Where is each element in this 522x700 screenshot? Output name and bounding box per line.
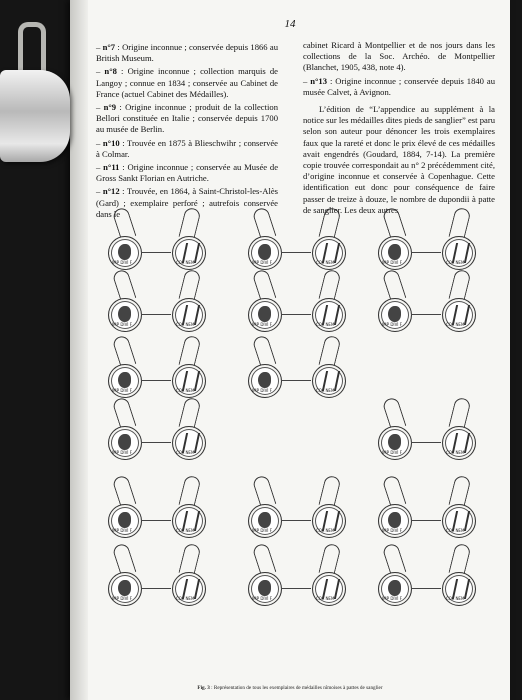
connector-line (281, 520, 311, 521)
portrait-heads (118, 512, 131, 528)
coin-legend: IMP DIVI F (112, 260, 133, 265)
coin-legend: COL NEM (316, 388, 335, 393)
coin-legend: IMP DIVI F (112, 528, 133, 533)
entry-text: : Origine inconnue ; collection marquis de Langoy ; connue en 1834 ; conservée au Cabinet de France (actuel Cabinet des Médailles). (96, 66, 278, 99)
coin-legend: COL NEM (316, 322, 335, 327)
coin-legend: COL NEM (446, 450, 465, 455)
coin-reverse (312, 298, 346, 332)
entry-number: n°13 (310, 75, 328, 86)
coin-legend: IMP DIVI F (252, 322, 273, 327)
connector-line (141, 252, 171, 253)
page-number: 14 (284, 18, 296, 30)
connector-line (141, 520, 171, 521)
coin-reverse (312, 364, 346, 398)
portrait-heads (258, 372, 271, 388)
coin-legend: IMP DIVI F (382, 450, 403, 455)
entry-n9: – n°9 : Origine inconnue ; produit de la collection Bellori constituée en Italie ; conservée depuis 1700 au musée de Berlin. (96, 102, 278, 135)
coin-legend: IMP DIVI F (382, 322, 403, 327)
coin-legend: COL NEM (176, 388, 195, 393)
connector-line (141, 380, 171, 381)
coin-obverse (378, 298, 412, 332)
document-page (70, 0, 510, 700)
coin-legend: IMP DIVI F (112, 322, 133, 327)
connector-line (281, 588, 311, 589)
portrait-heads (258, 306, 271, 322)
portrait-heads (388, 580, 401, 596)
connector-line (411, 520, 441, 521)
coin-reverse (172, 236, 206, 270)
coin-legend: COL NEM (446, 528, 465, 533)
entry-text: : Origine inconnue ; produit de la collection Bellori constituée en Italie ; conservée depuis 1700 au musée de Berlin. (96, 102, 278, 135)
coin-pair (240, 350, 352, 412)
connector-line (411, 588, 441, 589)
coin-obverse (248, 504, 282, 538)
coin-legend: IMP DIVI F (112, 388, 133, 393)
connector-line (411, 314, 441, 315)
coin-obverse (378, 236, 412, 270)
coin-reverse (172, 572, 206, 606)
coin-legend: IMP DIVI F (382, 528, 403, 533)
entry-text: : Origine inconnue ; conservée depuis 1840 au musée Calvet, à Avignon. (303, 75, 495, 97)
coin-reverse (172, 426, 206, 460)
connector-line (411, 442, 441, 443)
coin-pair (100, 490, 212, 552)
coin-reverse (312, 504, 346, 538)
figure-caption (70, 685, 510, 691)
entry-number: n°12 (102, 186, 120, 197)
body-paragraph: L’édition de “L’appendice au supplément à la notice sur les médailles dites pieds de sanglier” est paru selon son auteur pour dénoncer les trois exemplaires faux que la rareté et donc le prix élevé de ces médailles avait engendrés (Goudard, 1884, 7-14). La première copie trouvée correspondait au n° 2 précédemment cité, d’origine inconnue et conservée à Copenhague. Cette identification eut donc pour conséquence de faire passer de treize à douze, le nombre de dupondii à patte de sanglier. Les deux autres (303, 104, 495, 215)
coin-obverse (248, 298, 282, 332)
coin-pair (100, 412, 212, 474)
figure-caption-text: : Représentation de tous les exemplaires de médailles nîmoises à pattes de sanglier (209, 685, 383, 691)
connector-line (141, 314, 171, 315)
right-column (303, 40, 495, 216)
coin-legend: COL NEM (316, 596, 335, 601)
entry-text: : Trouvée, en 1864, à Saint-Christol-les-Alès (Gard) ; exemplaire perforé ; autrefois conservée dans le (96, 186, 278, 219)
coin-legend: IMP DIVI F (252, 260, 273, 265)
coin-pair (370, 412, 482, 474)
coin-obverse (108, 426, 142, 460)
portrait-heads (258, 244, 271, 260)
metal-clip (0, 22, 88, 172)
coin-obverse (108, 364, 142, 398)
coin-legend: COL NEM (176, 322, 195, 327)
connector-line (411, 252, 441, 253)
coin-obverse (248, 236, 282, 270)
coin-legend: IMP DIVI F (252, 528, 273, 533)
connector-line (141, 588, 171, 589)
portrait-heads (118, 580, 131, 596)
coin-legend: IMP DIVI F (252, 388, 273, 393)
coin-obverse (108, 236, 142, 270)
connector-line (281, 252, 311, 253)
figure-label: Fig. 3 (197, 685, 210, 691)
portrait-heads (388, 306, 401, 322)
coin-pair (370, 558, 482, 620)
entry-text: : Origine inconnue ; conservée au Musée de Gross Sankt Florian en Autriche. (96, 162, 279, 184)
coin-reverse (312, 236, 346, 270)
portrait-heads (388, 512, 401, 528)
coin-obverse (108, 298, 142, 332)
coin-reverse (312, 572, 346, 606)
entry-n10: – n°10 : Trouvée en 1875 à Blieschwihr ; conservée à Colmar. (96, 137, 278, 159)
coin-reverse (172, 364, 206, 398)
entry-number: n°8 (104, 66, 117, 77)
left-column (96, 42, 278, 222)
coin-legend: COL NEM (446, 260, 465, 265)
portrait-heads (388, 244, 401, 260)
coin-pair (370, 284, 482, 346)
coin-legend: IMP DIVI F (112, 450, 133, 455)
coin-legend: IMP DIVI F (252, 596, 273, 601)
coin-pair (100, 558, 212, 620)
portrait-heads (258, 512, 271, 528)
connector-line (281, 380, 311, 381)
entry-n8: – n°8 : Origine inconnue ; collection marquis de Langoy ; connue en 1834 ; conservée au Cabinet de France (actuel Cabinet des Médailles). (96, 66, 278, 99)
coin-reverse (172, 504, 206, 538)
coin-legend: COL NEM (316, 260, 335, 265)
coin-obverse (248, 572, 282, 606)
coin-obverse (378, 504, 412, 538)
coin-reverse (442, 572, 476, 606)
coin-legend: COL NEM (446, 322, 465, 327)
entry-n12-continuation: cabinet Ricard à Montpellier et de nos jours dans les collections de la Soc. Archéo. de Montpellier (Blanchet, 1905, 438, note 4). (303, 40, 495, 73)
coin-reverse (442, 298, 476, 332)
coin-legend: IMP DIVI F (382, 596, 403, 601)
connector-line (281, 314, 311, 315)
coin-obverse (378, 426, 412, 460)
coin-legend: COL NEM (176, 450, 195, 455)
coin-legend: COL NEM (176, 528, 195, 533)
entry-n11: – n°11 : Origine inconnue ; conservée au Musée de Gross Sankt Florian en Autriche. (96, 162, 279, 184)
coin-obverse (108, 504, 142, 538)
portrait-heads (118, 244, 131, 260)
coin-obverse (248, 364, 282, 398)
coin-legend: COL NEM (446, 596, 465, 601)
coin-pair (370, 490, 482, 552)
portrait-heads (118, 306, 131, 322)
coin-obverse (108, 572, 142, 606)
portrait-heads (118, 372, 131, 388)
portrait-heads (118, 434, 131, 450)
entry-text: : Trouvée en 1875 à Blieschwihr ; conservée à Colmar. (96, 137, 278, 159)
coin-plates-figure (100, 222, 495, 677)
entry-number: n°10 (102, 137, 120, 148)
entry-n7: – n°7 : Origine inconnue ; conservée depuis 1866 au British Museum. (96, 42, 278, 64)
coin-reverse (442, 236, 476, 270)
connector-line (141, 442, 171, 443)
entry-n12: – n°12 : Trouvée, en 1864, à Saint-Christol-les-Alès (Gard) ; exemplaire perforé ; autrefois conservée dans le (96, 186, 278, 219)
portrait-heads (258, 580, 271, 596)
entry-number: n°9 (103, 102, 117, 113)
entry-n13: – n°13 : Origine inconnue ; conservée depuis 1840 au musée Calvet, à Avignon. (303, 75, 495, 97)
entry-text: : Origine inconnue ; conservée depuis 1866 au British Museum. (96, 42, 278, 64)
coin-legend: IMP DIVI F (112, 596, 133, 601)
coin-reverse (172, 298, 206, 332)
coin-legend: COL NEM (176, 596, 195, 601)
coin-legend: COL NEM (176, 260, 195, 265)
coin-pair (240, 558, 352, 620)
coin-reverse (442, 504, 476, 538)
entry-number: n°11 (103, 162, 120, 173)
coin-legend: COL NEM (316, 528, 335, 533)
coin-pair (240, 490, 352, 552)
clip-plate (0, 70, 70, 162)
coin-legend: IMP DIVI F (382, 260, 403, 265)
coin-reverse (442, 426, 476, 460)
entry-number: n°7 (102, 42, 116, 52)
portrait-heads (388, 434, 401, 450)
coin-obverse (378, 572, 412, 606)
